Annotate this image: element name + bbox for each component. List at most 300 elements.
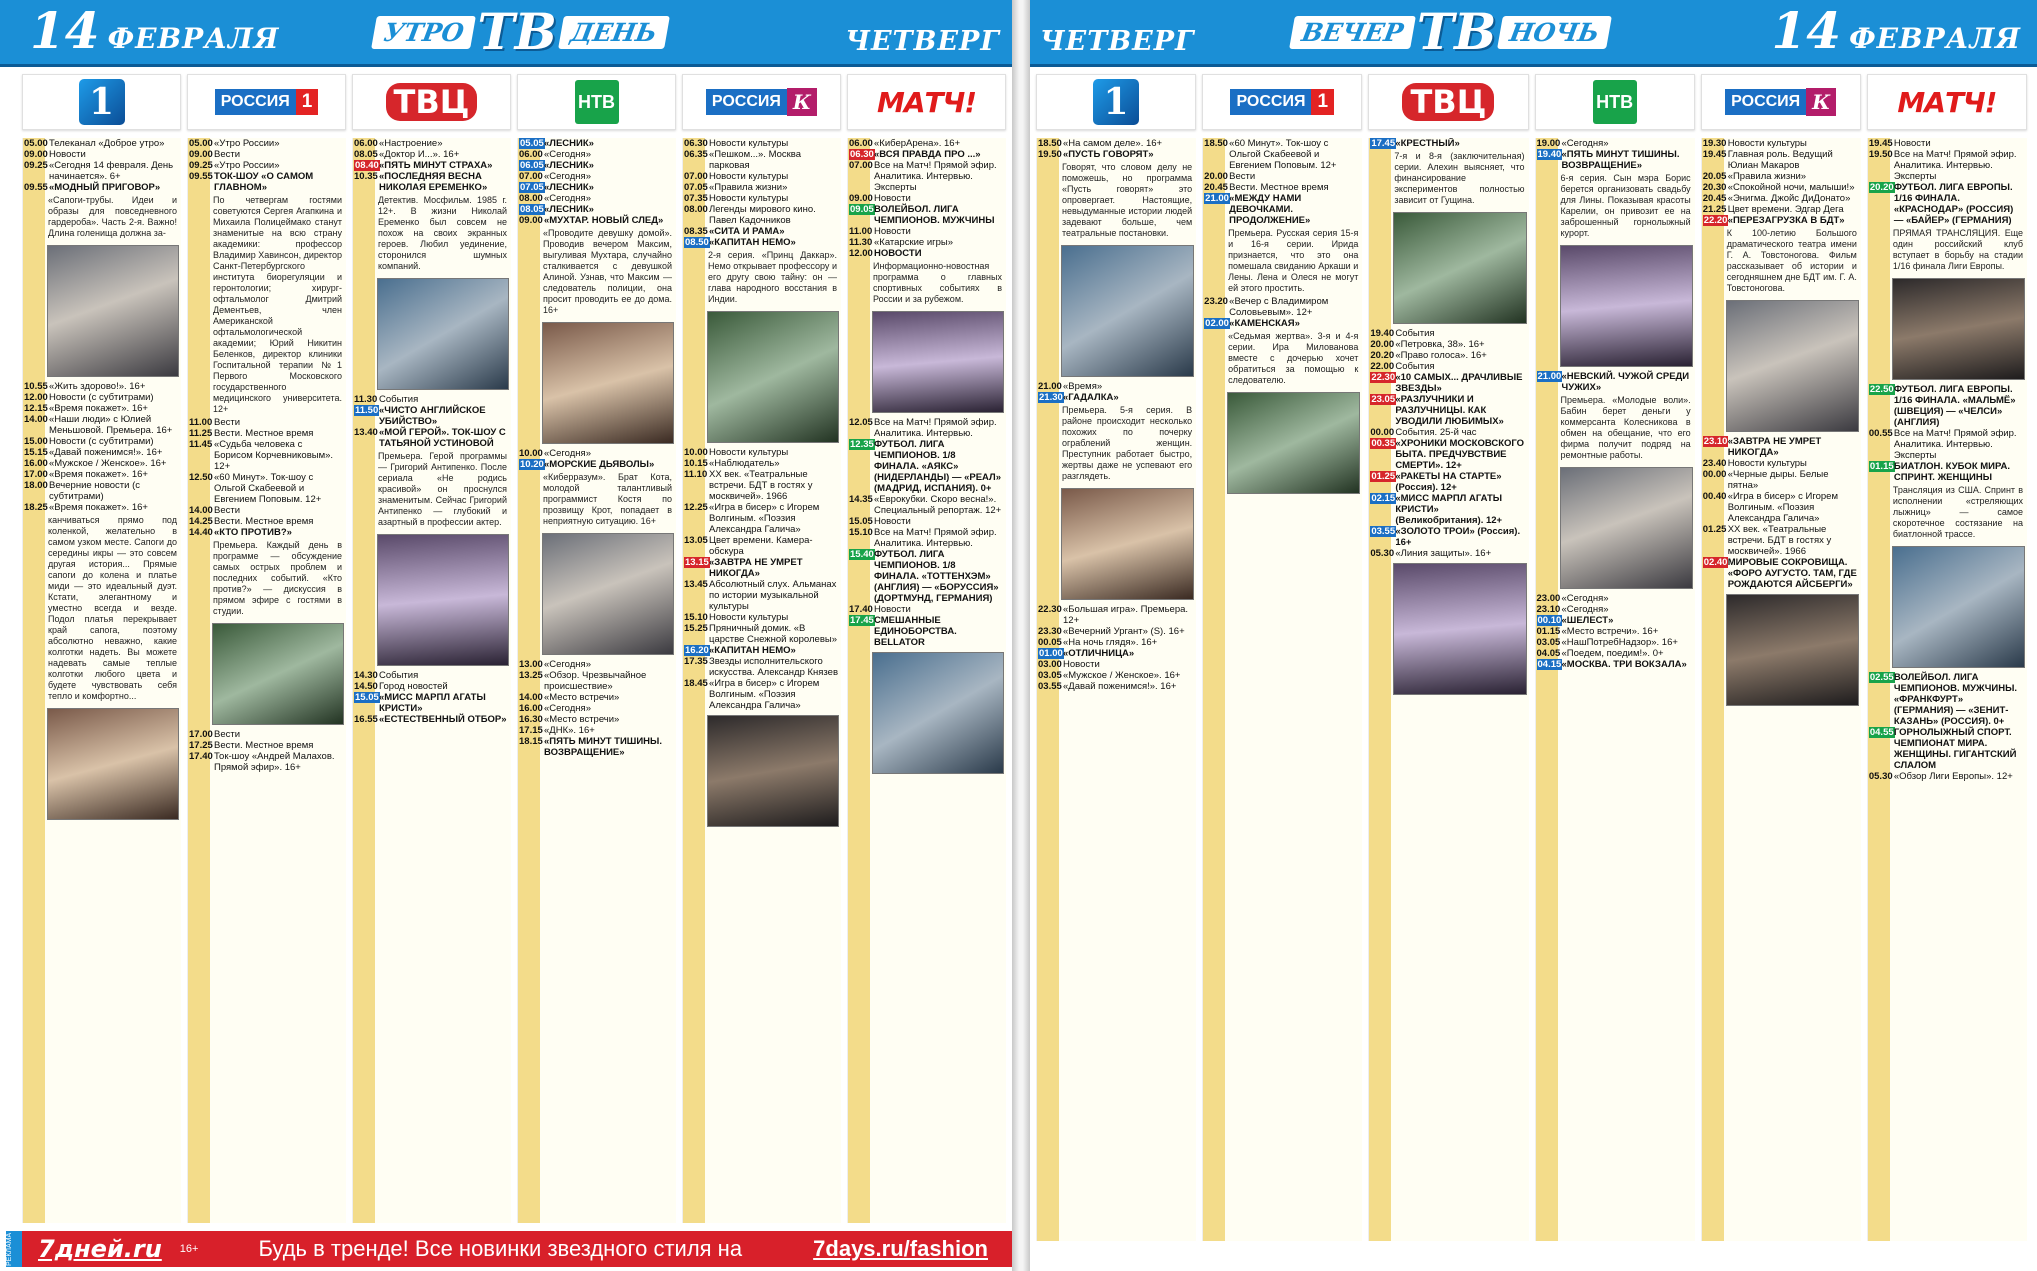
program-title: «Обзор Лиги Европы». 12+ [1893, 771, 2013, 782]
program-title: «МЕЖДУ НАМИ ДЕВОЧКАМИ. ПРОДОЛЖЕНИЕ» [1229, 193, 1311, 226]
program-photo [707, 311, 839, 443]
program-title: «МИСС МАРПЛ АГАТЫ КРИСТИ» (Великобритания). 12+ [1395, 493, 1503, 526]
program-entry [1037, 138, 1196, 149]
program-entry [683, 226, 841, 237]
program-entry [23, 458, 181, 469]
program-entry [353, 681, 511, 692]
program-time: 14.00 [189, 505, 213, 516]
program-title: Новости [874, 193, 911, 204]
program-time: 18.50 [1038, 138, 1062, 149]
program-entry [683, 193, 841, 204]
program-time: 11.45 [189, 439, 213, 450]
program-time: 14.00 [519, 692, 543, 703]
program-time: 01.25 [1702, 524, 1727, 535]
program-time-badge: 05.05 [520, 138, 544, 149]
program-title: «Жить здорово!». 16+ [49, 381, 146, 392]
program-title: Новости культуры [709, 171, 789, 182]
program-time: 10.35 [354, 171, 378, 182]
program-entry [848, 439, 1006, 494]
program-title: Новости культуры [709, 138, 789, 149]
program-time: 05.00 [189, 138, 213, 149]
program-time [1037, 392, 1063, 403]
program-title: «КАПИТАН НЕМО» [709, 237, 796, 248]
program-title: «МУХТАР. НОВЫЙ СЛЕД» [544, 215, 664, 226]
program-time: 18.25 [24, 502, 48, 513]
channel-column [1701, 138, 1861, 1241]
program-entry [1702, 557, 1861, 590]
program-title: Новости (с субтитрами) [49, 436, 154, 447]
program-time: 12.00 [24, 392, 48, 403]
program-time: 20.45 [1204, 182, 1228, 193]
program-entry [23, 403, 181, 414]
channel-logo-match: МАТЧ! [1867, 74, 2027, 130]
program-title: Вести [214, 505, 241, 516]
ad-banner[interactable] [6, 1231, 1012, 1267]
program-time: 06.30 [684, 138, 708, 149]
program-title: «Линия защиты». 16+ [1395, 548, 1492, 559]
program-entry [1037, 626, 1196, 637]
program-time [1369, 394, 1396, 427]
program-title: «Пешком...». Москва парковая [709, 149, 802, 171]
program-photo [1227, 392, 1360, 494]
program-entry [188, 740, 346, 751]
program-entry [1369, 394, 1528, 427]
program-title: «Сегодня» [1561, 593, 1609, 604]
program-entry [848, 615, 1006, 648]
program-time [1868, 672, 1894, 727]
program-time [1203, 193, 1229, 226]
program-title: ФУТБОЛ. ЛИГА ЕВРОПЫ. 1/16 ФИНАЛА. «МАЛЬМЁ» (ШВЕЦИЯ) — «ЧЕЛСИ» (АНГЛИЯ) [1893, 384, 2016, 428]
program-time: 13.40 [354, 427, 378, 438]
program-entry [518, 171, 676, 182]
program-title: «Правила жизни» [1727, 171, 1807, 182]
page-gutter [1012, 0, 1030, 1271]
program-time-badge: 07.05 [520, 182, 544, 193]
left-weekday: ЧЕТВЕРГ [845, 26, 1000, 57]
program-photo [872, 652, 1004, 774]
program-title: Новости культуры [1727, 138, 1807, 149]
program-entry [1037, 149, 1196, 160]
program-entry [188, 439, 346, 472]
program-title: «ШЕЛЕСТ» [1561, 615, 1614, 626]
program-entry [23, 436, 181, 447]
program-entry [1702, 193, 1861, 204]
program-entry [188, 417, 346, 428]
program-entry [1203, 318, 1362, 329]
program-time: 19.50 [1868, 149, 1893, 160]
program-time: 12.25 [684, 502, 708, 513]
program-description: Детектив. Мосфильм. 1985 г. 12+. В жизни Николай Еременко был совсем не похож на своих экранных героев. Любил уединение, сторонился шумных компаний. [378, 195, 507, 271]
program-time-badge: 20.20 [1869, 182, 1894, 193]
program-title: Пряничный домик. «В царстве Снежной королевы» [709, 623, 837, 645]
program-title: ВОЛЕЙБОЛ. ЛИГА ЧЕМПИОНОВ. МУЖЧИНЫ. «ФРАНКФУРТ» (ГЕРМАНИЯ) — «ЗЕНИТ-КАЗАНЬ» (РОССИЯ). 0+ [1893, 672, 2018, 727]
program-title: «Сегодня» [544, 149, 591, 160]
program-title: «ПЯТЬ МИНУТ ТИШИНЫ. ВОЗВРАЩЕНИЕ» [544, 736, 662, 758]
program-title: «КТО ПРОТИВ?» [214, 527, 292, 538]
program-time: 00.40 [1702, 491, 1727, 502]
program-time: 06.00 [519, 149, 543, 160]
program-photo [1393, 212, 1526, 324]
program-photo [212, 623, 344, 725]
program-title: Новости [874, 516, 911, 527]
program-time: 12.00 [849, 248, 873, 259]
program-time [683, 645, 709, 656]
program-title: «Петровка, 38». 16+ [1395, 339, 1485, 350]
program-time: 23.20 [1204, 296, 1228, 307]
program-photo [1393, 563, 1526, 695]
program-time [848, 204, 874, 226]
program-time: 03.05 [1038, 670, 1062, 681]
channel-column [1202, 138, 1362, 1241]
program-time: 21.00 [1038, 381, 1062, 392]
perviy-logo-icon: 1 [1093, 79, 1139, 125]
program-entry [1369, 372, 1528, 394]
program-title: «Давай поженимся!». 16+ [1063, 681, 1177, 692]
program-entry [848, 226, 1006, 237]
program-entry [1369, 427, 1528, 438]
program-title: «Наши люди» с Юлией Меньшовой. Премьера. 16+ [49, 414, 173, 436]
program-time [1536, 149, 1562, 171]
program-entry [518, 670, 676, 692]
program-time: 09.00 [519, 215, 543, 226]
program-title: «Настроение» [379, 138, 443, 149]
program-time-badge: 22.50 [1869, 384, 1894, 395]
program-entry [1037, 659, 1196, 670]
program-title: «ЛЕСНИК» [544, 204, 594, 215]
program-entry [188, 516, 346, 527]
program-entry [683, 579, 841, 612]
program-entry [683, 612, 841, 623]
program-time: 14.35 [849, 494, 873, 505]
program-title: «НашПотребНадзор». 16+ [1561, 637, 1678, 648]
right-weekday: ЧЕТВЕРГ [1040, 26, 1195, 57]
program-title: Вечерние новости (с субтитрами) [49, 480, 141, 502]
program-title: События. 25-й час [1395, 427, 1477, 438]
program-time-badge: 19.40 [1537, 149, 1562, 160]
program-time: 08.00 [684, 204, 708, 215]
program-time [353, 692, 379, 714]
program-time: 18.50 [1204, 138, 1228, 149]
program-title: «КАПИТАН НЕМО» [709, 645, 796, 656]
program-time: 17.40 [189, 751, 213, 762]
program-entry [188, 729, 346, 740]
program-time: 20.05 [1702, 171, 1727, 182]
program-entry [353, 670, 511, 681]
program-time [1037, 648, 1063, 659]
program-time-badge: 04.15 [1537, 659, 1562, 670]
channel-column [187, 138, 346, 1223]
program-description: «Киберразум». Брат Кота, молодой талантливый программист Костя по прозвищу Крот, попадает в неприятную ситуацию. 16+ [543, 472, 672, 526]
program-time [518, 204, 544, 215]
right-date-month: ФЕВРАЛЯ [1849, 22, 2021, 55]
program-title: «Мужское / Женское». 16+ [49, 458, 167, 469]
program-time: 17.35 [684, 656, 708, 667]
program-title: «Наблюдатель» [709, 458, 780, 469]
program-description: 2-я серия. «Принц Даккар». Немо открывает профессору и его другу свою тайну: он — глава народного восстания в Индии. [708, 250, 837, 304]
program-time-badge: 21.00 [1537, 371, 1562, 382]
program-entry [518, 193, 676, 204]
program-entry [1037, 670, 1196, 681]
program-title: ФУТБОЛ. ЛИГА ЧЕМПИОНОВ. 1/8 ФИНАЛА. «ТОТТЕНХЭМ» (АНГЛИЯ) — «БОРУССИЯ» (ДОРТМУНД, ГЕРМАНИЯ) [874, 549, 999, 604]
program-time: 05.00 [24, 138, 48, 149]
program-entry [188, 428, 346, 439]
program-entry [1037, 604, 1196, 626]
program-time: 11.25 [189, 428, 213, 439]
channel-column [517, 138, 676, 1223]
program-title: «КРЕСТНЫЙ» [1395, 138, 1460, 149]
program-entry [23, 469, 181, 480]
program-time: 19.00 [1536, 138, 1561, 149]
program-title: Ток-шоу «Андрей Малахов. Прямой эфир». 16+ [214, 751, 335, 773]
program-title: «Время покажет». 16+ [49, 469, 148, 480]
program-entry [1702, 138, 1861, 149]
program-entry [1369, 138, 1528, 149]
program-time-badge: 11.50 [355, 405, 379, 416]
program-photo [707, 715, 839, 827]
channel-column [1867, 138, 2027, 1241]
program-title: Цвет времени. Эдгар Дега [1727, 204, 1844, 215]
program-title: Новости [1893, 138, 1931, 149]
program-entry [1702, 171, 1861, 182]
program-entry [188, 472, 346, 505]
program-entry [1536, 615, 1695, 626]
program-time: 14.30 [354, 670, 378, 681]
program-description: канчиваться прямо под коленкой, желательно в самом узком месте. Сапоги до середины икры — это совсем другая история... Прямые сапоги до колена и платье миди — это идеальный дуэт. Кстати, элегантному и уместно всегда и везде. Подол платья перекрывает край сапога, поэтому абсолютно неважно, какие колготки надеть. Вы можете надевать самые теплые колготки любого цвета и будете чувствовать себя тепло и комфортно... [48, 515, 177, 701]
program-time-badge: 13.15 [685, 557, 709, 568]
program-time-badge: 01.15 [1869, 461, 1894, 472]
left-date [30, 1, 280, 60]
program-time: 11.30 [849, 237, 873, 248]
program-time: 07.00 [849, 160, 873, 171]
program-title: Абсолютный слух. Альманах по истории музыкальной культуры [709, 579, 837, 612]
program-photo [1726, 594, 1859, 706]
program-title: «ПЯТЬ МИНУТ СТРАХА» [379, 160, 493, 171]
channel-logo-rossiya-k: РОССИЯ К [1701, 74, 1861, 130]
program-time: 12.50 [189, 472, 213, 483]
program-description: Премьера. 5-я серия. В районе происходит несколько похожих по почерку ограблений женщин. Преступник работает быстро, жертвы даже не успевают его разглядеть. [1062, 405, 1193, 481]
program-photo [377, 534, 509, 666]
program-time: 07.00 [519, 171, 543, 182]
program-time: 09.55 [189, 171, 213, 182]
program-entry [188, 160, 346, 171]
program-time-badge: 02.15 [1371, 493, 1396, 504]
program-description: «Сапоги-трубы. Идеи и образы для повседневного гардероба». Часть 2-я. Важно! Длина голенища должна за- [48, 195, 177, 238]
program-entry [1369, 471, 1528, 493]
program-title: СМЕШАННЫЕ ЕДИНОБОРСТВА. BELLATOR [874, 615, 957, 648]
program-entry [683, 204, 841, 226]
program-time: 13.00 [519, 659, 543, 670]
program-title: Главная роль. Ведущий Юлиан Макаров [1727, 149, 1833, 171]
program-time: 10.00 [684, 447, 708, 458]
program-entry [188, 505, 346, 516]
channel-column [22, 138, 181, 1223]
program-title: ВОЛЕЙБОЛ. ЛИГА ЧЕМПИОНОВ. МУЖЧИНЫ [874, 204, 995, 226]
program-photo [377, 278, 509, 390]
program-time-badge: 00.35 [1371, 438, 1396, 449]
program-title: «Место встречи» [544, 714, 620, 725]
program-photo [47, 708, 179, 820]
program-time-badge: 01.25 [1371, 471, 1396, 482]
program-entry [518, 182, 676, 193]
program-title: «Давай поженимся!». 16+ [49, 447, 163, 458]
program-time: 20.00 [1370, 339, 1395, 350]
program-description: Премьера. Каждый день в программе — обсуждение самых острых проблем и последних событий. «Кто против?» — дискуссия в прямом эфире с гостями в студии. [213, 540, 342, 616]
program-entry [1868, 672, 2027, 727]
program-entry [1536, 149, 1695, 171]
program-time [848, 149, 874, 160]
program-photo [872, 311, 1004, 413]
program-description: Премьера. «Молодые воли». Бабин берет деньги у коммерсанта Колесникова в обмен на обещание, что его фирма получит подряд на ремонтные работы. [1560, 395, 1691, 460]
channel-column [352, 138, 511, 1223]
program-entry [683, 182, 841, 193]
right-banner [1030, 0, 2037, 67]
program-time [1868, 727, 1894, 771]
ad-brand[interactable]: 7дней.ru [38, 1235, 162, 1263]
program-time [353, 160, 379, 171]
program-title: Легенды мирового кино. Павел Кадочников [709, 204, 816, 226]
channel-column [1535, 138, 1695, 1241]
program-description: «Седьмая жертва». 3-я и 4-я серии. Ира Милованова вместе с дочерью хочет обратиться за помощью к следователю. [1228, 331, 1359, 385]
program-time [683, 237, 709, 248]
program-time: 00.00 [1702, 469, 1727, 480]
program-entry [1369, 328, 1528, 339]
program-title: БИАТЛОН. КУБОК МИРА. СПРИНТ. ЖЕНЩИНЫ [1893, 461, 2011, 483]
program-title: «Место встречи». 16+ [1561, 626, 1659, 637]
program-entry [353, 138, 511, 149]
program-title: Цвет времени. Камера-обскура [709, 535, 813, 557]
program-time-badge: 03.55 [1371, 526, 1396, 537]
program-entry [1868, 138, 2027, 149]
ad-age-rating: 16+ [179, 1243, 199, 1255]
program-title: События [379, 670, 419, 681]
program-time: 20.45 [1702, 193, 1727, 204]
program-time [353, 405, 379, 427]
program-title: Город новостей [379, 681, 448, 692]
program-photo [542, 533, 674, 655]
program-title: Вести. Местное время [1229, 182, 1329, 193]
program-time-badge: 04.55 [1869, 727, 1894, 738]
program-title: «Правила жизни» [709, 182, 788, 193]
program-time [518, 160, 544, 171]
program-time [848, 549, 874, 604]
program-title: «ПЯТЬ МИНУТ ТИШИНЫ. ВОЗВРАЩЕНИЕ» [1561, 149, 1680, 171]
program-entry [683, 623, 841, 645]
program-time: 07.35 [684, 193, 708, 204]
program-title: «Черные дыры. Белые пятна» [1727, 469, 1829, 491]
program-title: «Сегодня» [1561, 138, 1609, 149]
program-entry [1868, 428, 2027, 461]
program-time: 23.40 [1702, 458, 1727, 469]
program-entry [683, 447, 841, 458]
program-time: 23.30 [1038, 626, 1062, 637]
channel-logo-ntv: НТВ [1535, 74, 1695, 130]
program-title: «На самом деле». 16+ [1063, 138, 1163, 149]
program-entry [1702, 524, 1861, 557]
program-time: 11.00 [189, 417, 213, 428]
left-schedule-grid [22, 138, 1006, 1223]
program-entry [1702, 458, 1861, 469]
program-entry [848, 149, 1006, 160]
ad-side-label: РЕКЛАМА [6, 1231, 22, 1267]
program-entry [1868, 727, 2027, 771]
program-time: 22.00 [1370, 361, 1395, 372]
program-title: ХX век. «Театральные встречи. БДТ в гостях у москвичей». 1966 [709, 469, 813, 502]
program-entry [188, 138, 346, 149]
program-time-badge: 23.10 [1703, 436, 1728, 447]
left-page [0, 0, 1012, 1271]
ad-slogan: Будь в тренде! Все новинки звездного стиля на [258, 1236, 743, 1261]
program-time [1868, 461, 1894, 483]
program-entry [1868, 182, 2027, 226]
program-title: Новости культуры [709, 612, 789, 623]
program-title: «НЕВСКИЙ. ЧУЖОЙ СРЕДИ ЧУЖИХ» [1561, 371, 1690, 393]
program-entry [848, 604, 1006, 615]
program-title: Новости культуры [709, 193, 789, 204]
program-entry [23, 138, 181, 149]
program-title: «Игра в бисер» с Игорем Волгиным. «Поэзия Александра Галича» [709, 502, 820, 535]
program-entry [848, 138, 1006, 149]
program-time-badge: 02.00 [1205, 318, 1229, 329]
program-entry [1369, 438, 1528, 471]
program-title: «ЗАВТРА НЕ УМРЕТ НИКОГДА» [709, 557, 803, 579]
program-title: События [1395, 361, 1435, 372]
program-time [1868, 182, 1894, 226]
right-section-logo [1292, 2, 1609, 61]
program-entry [353, 692, 511, 714]
program-title: «Мужское / Женское». 16+ [1063, 670, 1181, 681]
program-title: «Сегодня» [544, 171, 591, 182]
program-entry [683, 469, 841, 502]
program-time-badge: 02.40 [1703, 557, 1728, 568]
perviy-logo-icon: 1 [79, 79, 125, 125]
program-time-badge: 17.45 [1371, 138, 1396, 149]
program-time: 06.00 [849, 138, 873, 149]
program-entry [518, 204, 676, 215]
program-time: 23.00 [1536, 593, 1561, 604]
program-entry [23, 381, 181, 392]
program-time [518, 459, 544, 470]
program-title: Вести [1229, 171, 1256, 182]
program-entry [1037, 637, 1196, 648]
program-title: «ЗОЛОТО ТРОИ» (Россия). 16+ [1395, 526, 1521, 548]
program-entry [23, 414, 181, 436]
program-title: «КиберАрена». 16+ [874, 138, 961, 149]
program-time [1369, 138, 1396, 149]
left-date-number: 14 [30, 1, 100, 60]
program-entry [848, 204, 1006, 226]
program-title: «КАМЕНСКАЯ» [1229, 318, 1300, 329]
program-entry [518, 692, 676, 703]
program-title: «Доктор И...». 16+ [379, 149, 460, 160]
program-title: «Вечерний Ургант» (S). 16+ [1063, 626, 1185, 637]
program-description: 7-я и 8-я (заключительная) серии. Алехин выясняет, что финансирование экспериментов полностью зависит от Гущина. [1394, 151, 1525, 205]
program-title: «Сегодня» [544, 448, 591, 459]
channel-logo-perviy [22, 74, 181, 130]
program-time: 09.00 [849, 193, 873, 204]
program-time-badge: 01.00 [1039, 648, 1063, 659]
program-entry [1369, 350, 1528, 361]
program-time-badge: 08.50 [685, 237, 709, 248]
program-title: «Еврокубки. Скоро весна!». Специальный репортаж. 12+ [874, 494, 1002, 516]
ad-link[interactable]: 7days.ru/fashion [813, 1236, 988, 1261]
program-entry [518, 160, 676, 171]
program-time: 00.05 [1038, 637, 1062, 648]
channel-column [682, 138, 841, 1223]
program-entry [1868, 384, 2027, 428]
program-time: 16.00 [24, 458, 48, 469]
channel-logo-tvc: ТВЦ [1368, 74, 1528, 130]
program-time: 06.00 [354, 138, 378, 149]
